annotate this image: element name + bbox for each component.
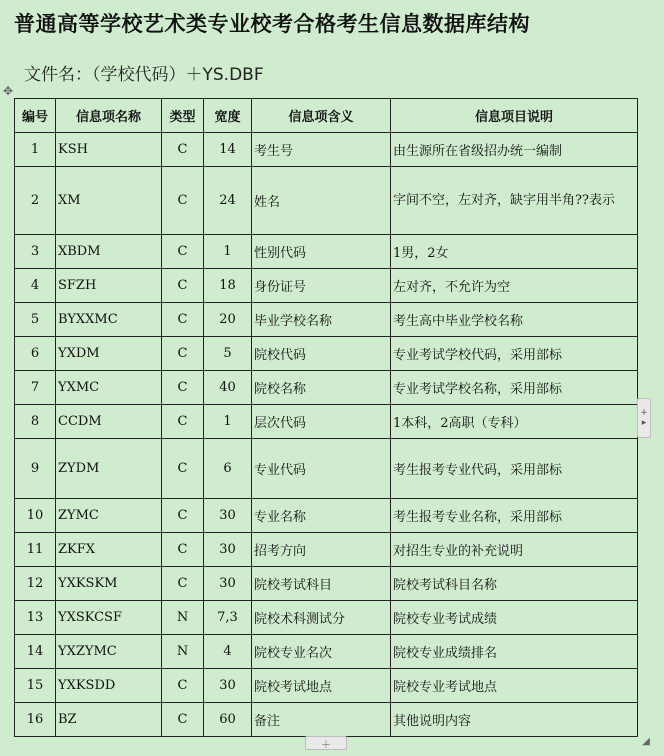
cell-width: 4	[204, 635, 252, 669]
cell-name: ZYMC	[56, 499, 162, 533]
table-row	[15, 499, 638, 533]
header-width: 宽度	[204, 99, 252, 133]
cell-width: 6	[204, 439, 252, 499]
cell-name: XM	[56, 167, 162, 235]
cell-width: 5	[204, 337, 252, 371]
cell-type: N	[162, 601, 204, 635]
cell-no: 5	[15, 303, 56, 337]
table-row	[15, 167, 638, 235]
table-row	[15, 133, 638, 167]
cell-type: N	[162, 635, 204, 669]
cell-name: YXKSKM	[56, 567, 162, 601]
table-row	[15, 371, 638, 405]
cell-no: 2	[15, 167, 56, 235]
plus-icon: +	[640, 408, 648, 418]
cell-desc: 院校专业成绩排名	[391, 635, 638, 669]
table-row	[15, 269, 638, 303]
cell-width: 60	[204, 703, 252, 737]
cell-type: C	[162, 405, 204, 439]
cell-type: C	[162, 167, 204, 235]
cell-meaning: 层次代码	[252, 405, 391, 439]
cell-name: YXKSDD	[56, 669, 162, 703]
table-row	[15, 669, 638, 703]
cell-width: 20	[204, 303, 252, 337]
cell-name: YXZYMC	[56, 635, 162, 669]
cell-desc: 左对齐，不允许为空	[391, 269, 638, 303]
cell-no: 1	[15, 133, 56, 167]
cell-type: C	[162, 669, 204, 703]
expand-down-handle[interactable]	[305, 736, 347, 750]
table-row	[15, 303, 638, 337]
cell-desc: 考生报考专业名称，采用部标	[391, 499, 638, 533]
header-name: 信息项名称	[56, 99, 162, 133]
table-row	[15, 405, 638, 439]
cell-no: 9	[15, 439, 56, 499]
cell-no: 4	[15, 269, 56, 303]
cell-width: 7,3	[204, 601, 252, 635]
cell-name: YXMC	[56, 371, 162, 405]
cell-desc: 1男，2女	[391, 235, 638, 269]
table-row	[15, 439, 638, 499]
cell-meaning: 考生号	[252, 133, 391, 167]
expand-right-handle[interactable]	[637, 398, 651, 438]
cell-meaning: 毕业学校名称	[252, 303, 391, 337]
cell-no: 14	[15, 635, 56, 669]
cell-width: 40	[204, 371, 252, 405]
cell-meaning: 院校专业名次	[252, 635, 391, 669]
cell-name: CCDM	[56, 405, 162, 439]
database-structure-table	[14, 98, 638, 737]
cell-meaning: 院校考试地点	[252, 669, 391, 703]
cell-desc: 专业考试学校名称，采用部标	[391, 371, 638, 405]
cell-width: 1	[204, 235, 252, 269]
cell-name: ZKFX	[56, 533, 162, 567]
cell-meaning: 身份证号	[252, 269, 391, 303]
cell-type: C	[162, 337, 204, 371]
table-row	[15, 337, 638, 371]
cell-no: 8	[15, 405, 56, 439]
cell-name: BYXXMC	[56, 303, 162, 337]
cell-desc: 对招生专业的补充说明	[391, 533, 638, 567]
cell-type: C	[162, 703, 204, 737]
table-row	[15, 235, 638, 269]
resize-grip-icon[interactable]: ◢	[642, 736, 650, 747]
cell-desc: 考生报考专业代码，采用部标	[391, 439, 638, 499]
cell-type: C	[162, 439, 204, 499]
cell-width: 14	[204, 133, 252, 167]
cell-meaning: 招考方向	[252, 533, 391, 567]
cell-name: ZYDM	[56, 439, 162, 499]
header-no: 编号	[15, 99, 56, 133]
header-meaning: 信息项含义	[252, 99, 391, 133]
chevron-right-icon: ▸	[641, 418, 647, 428]
table-row	[15, 635, 638, 669]
cell-width: 1	[204, 405, 252, 439]
cell-no: 11	[15, 533, 56, 567]
cell-type: C	[162, 303, 204, 337]
cell-name: YXDM	[56, 337, 162, 371]
table-row	[15, 567, 638, 601]
cell-meaning: 备注	[252, 703, 391, 737]
table-body	[15, 133, 638, 737]
cell-meaning: 院校考试科目	[252, 567, 391, 601]
cell-name: YXSKCSF	[56, 601, 162, 635]
cell-meaning: 院校代码	[252, 337, 391, 371]
cell-no: 7	[15, 371, 56, 405]
cell-width: 18	[204, 269, 252, 303]
cell-desc: 考生高中毕业学校名称	[391, 303, 638, 337]
cell-meaning: 姓名	[252, 167, 391, 235]
cell-desc: 字间不空，左对齐，缺字用半角??表示	[391, 167, 638, 235]
cell-no: 6	[15, 337, 56, 371]
plus-icon: ＋	[321, 739, 331, 751]
cell-type: C	[162, 133, 204, 167]
cell-meaning: 性别代码	[252, 235, 391, 269]
header-type: 类型	[162, 99, 204, 133]
table-row	[15, 601, 638, 635]
cell-type: C	[162, 371, 204, 405]
cell-width: 30	[204, 499, 252, 533]
cell-type: C	[162, 567, 204, 601]
cell-no: 3	[15, 235, 56, 269]
cell-type: C	[162, 269, 204, 303]
cell-meaning: 院校名称	[252, 371, 391, 405]
cell-name: SFZH	[56, 269, 162, 303]
cell-width: 24	[204, 167, 252, 235]
cell-meaning: 院校术科测试分	[252, 601, 391, 635]
file-name-line: 文件名：（学校代码）＋YS.DBF	[24, 65, 264, 85]
table-row	[15, 703, 638, 737]
cell-desc: 其他说明内容	[391, 703, 638, 737]
cell-desc: 院校考试科目名称	[391, 567, 638, 601]
header-desc: 信息项目说明	[391, 99, 638, 133]
cell-no: 10	[15, 499, 56, 533]
cell-desc: 1本科，2高职（专科）	[391, 405, 638, 439]
table-header-row	[15, 99, 638, 133]
cell-width: 30	[204, 669, 252, 703]
cell-no: 12	[15, 567, 56, 601]
cell-name: XBDM	[56, 235, 162, 269]
cell-desc: 由生源所在省级招办统一编制	[391, 133, 638, 167]
cell-width: 30	[204, 567, 252, 601]
cell-no: 15	[15, 669, 56, 703]
cell-name: BZ	[56, 703, 162, 737]
cell-no: 13	[15, 601, 56, 635]
cell-desc: 院校专业考试地点	[391, 669, 638, 703]
cell-desc: 专业考试学校代码，采用部标	[391, 337, 638, 371]
cell-width: 30	[204, 533, 252, 567]
cell-type: C	[162, 499, 204, 533]
cell-type: C	[162, 235, 204, 269]
cell-meaning: 专业代码	[252, 439, 391, 499]
cell-meaning: 专业名称	[252, 499, 391, 533]
cell-name: KSH	[56, 133, 162, 167]
table-row	[15, 533, 638, 567]
cell-no: 16	[15, 703, 56, 737]
page-title: 普通高等学校艺术类专业校考合格考生信息数据库结构	[14, 12, 530, 36]
cell-desc: 院校专业考试成绩	[391, 601, 638, 635]
table-move-handle-icon[interactable]: ✥	[2, 84, 14, 98]
cell-type: C	[162, 533, 204, 567]
